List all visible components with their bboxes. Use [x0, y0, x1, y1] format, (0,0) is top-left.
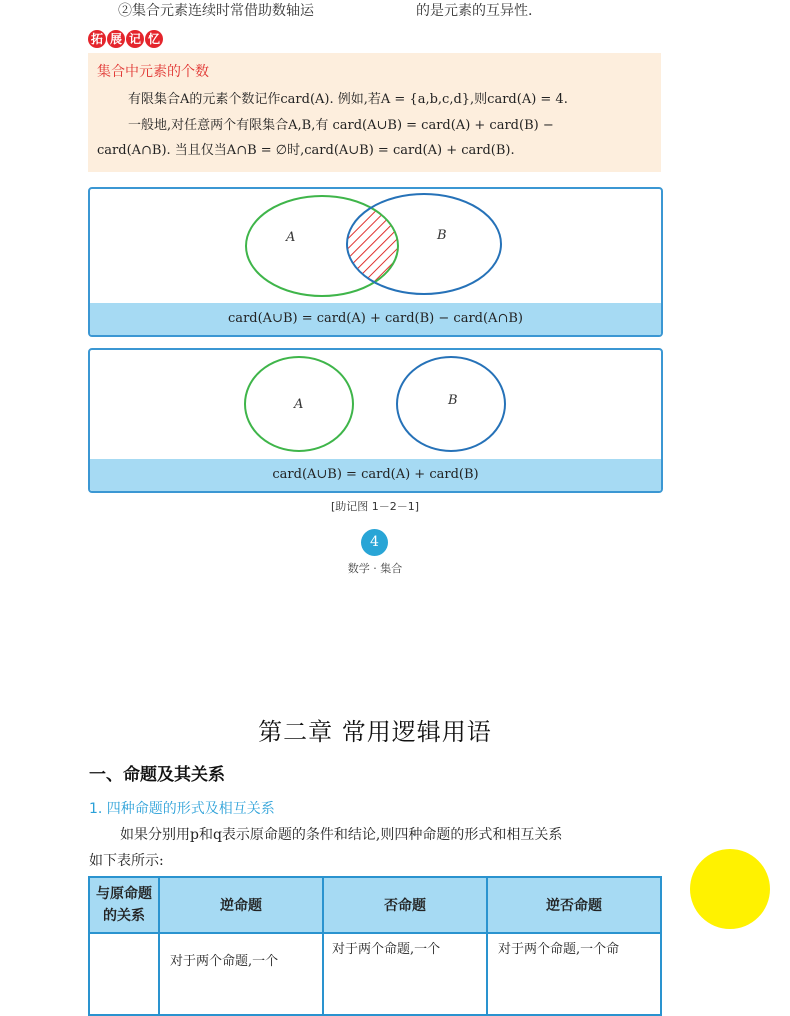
top-text-line [118, 0, 533, 20]
table-cell: 对于两个命题,一个 [323, 933, 487, 1015]
table-cell: 对于两个命题,一个命 [487, 933, 661, 1015]
venn-disjoint-caption: card(A∪B) = card(A) + card(B) [90, 459, 661, 491]
memo-line-3: card(A∩B). 当且仅当A∩B = ∅时,card(A∪B) = card(A) + card(B). [97, 143, 515, 158]
tag-char-1: 拓 [88, 30, 106, 48]
page-footer: 数学 · 集合 [347, 562, 403, 575]
venn-diagram-disjoint [88, 348, 663, 493]
memo-title: 集合中元素的个数 [97, 64, 209, 80]
paragraph-line-2: 如下表所示: [89, 853, 164, 869]
tag-char-4: 忆 [145, 30, 163, 48]
set-b-label: B [448, 393, 458, 408]
propositions-table [88, 876, 662, 1016]
chapter-title: 第二章 常用逻辑用语 [258, 718, 492, 746]
memo-line-2: 一般地,对任意两个有限集合A,B,有 card(A∪B) = card(A) + card(B) − [128, 118, 554, 133]
table-header-cell: 逆命题 [159, 877, 323, 933]
floating-action-button[interactable] [690, 849, 770, 929]
table-header-cell: 与原命题 的关系 [89, 877, 159, 933]
top-left-text: ②集合元素连续时常借助数轴运 [118, 3, 314, 19]
paragraph-line-1: 如果分别用p和q表示原命题的条件和结论,则四种命题的形式和相互关系 [120, 827, 563, 843]
tag-char-2: 展 [107, 30, 125, 48]
figure-caption: [助记图 1－2－1] [330, 500, 420, 513]
set-a-label: A [286, 230, 296, 245]
memo-box [88, 53, 661, 172]
venn-diagram-overlap [88, 187, 663, 337]
table-header-cell: 逆否命题 [487, 877, 661, 933]
table-cell [89, 933, 159, 1015]
memo-line-1: 有限集合A的元素个数记作card(A). 例如,若A = {a,b,c,d},则card(A) = 4. [128, 92, 568, 107]
venn-overlap-caption: card(A∪B) = card(A) + card(B) − card(A∩B) [90, 303, 661, 335]
top-right-text: 的是元素的互异性. [416, 3, 533, 19]
table-header-row [89, 877, 661, 933]
page-number-badge: 4 [361, 529, 388, 556]
expand-memory-tag [88, 30, 163, 48]
tag-char-3: 记 [126, 30, 144, 48]
table-row [89, 933, 661, 1015]
subsection-title: 1. 四种命题的形式及相互关系 [89, 801, 275, 817]
set-b-label: B [437, 228, 447, 243]
table-header-cell: 否命题 [323, 877, 487, 933]
section-title: 一、命题及其关系 [89, 765, 225, 785]
set-a-label: A [294, 397, 304, 412]
table-cell: 对于两个命题,一个 [159, 933, 323, 1015]
